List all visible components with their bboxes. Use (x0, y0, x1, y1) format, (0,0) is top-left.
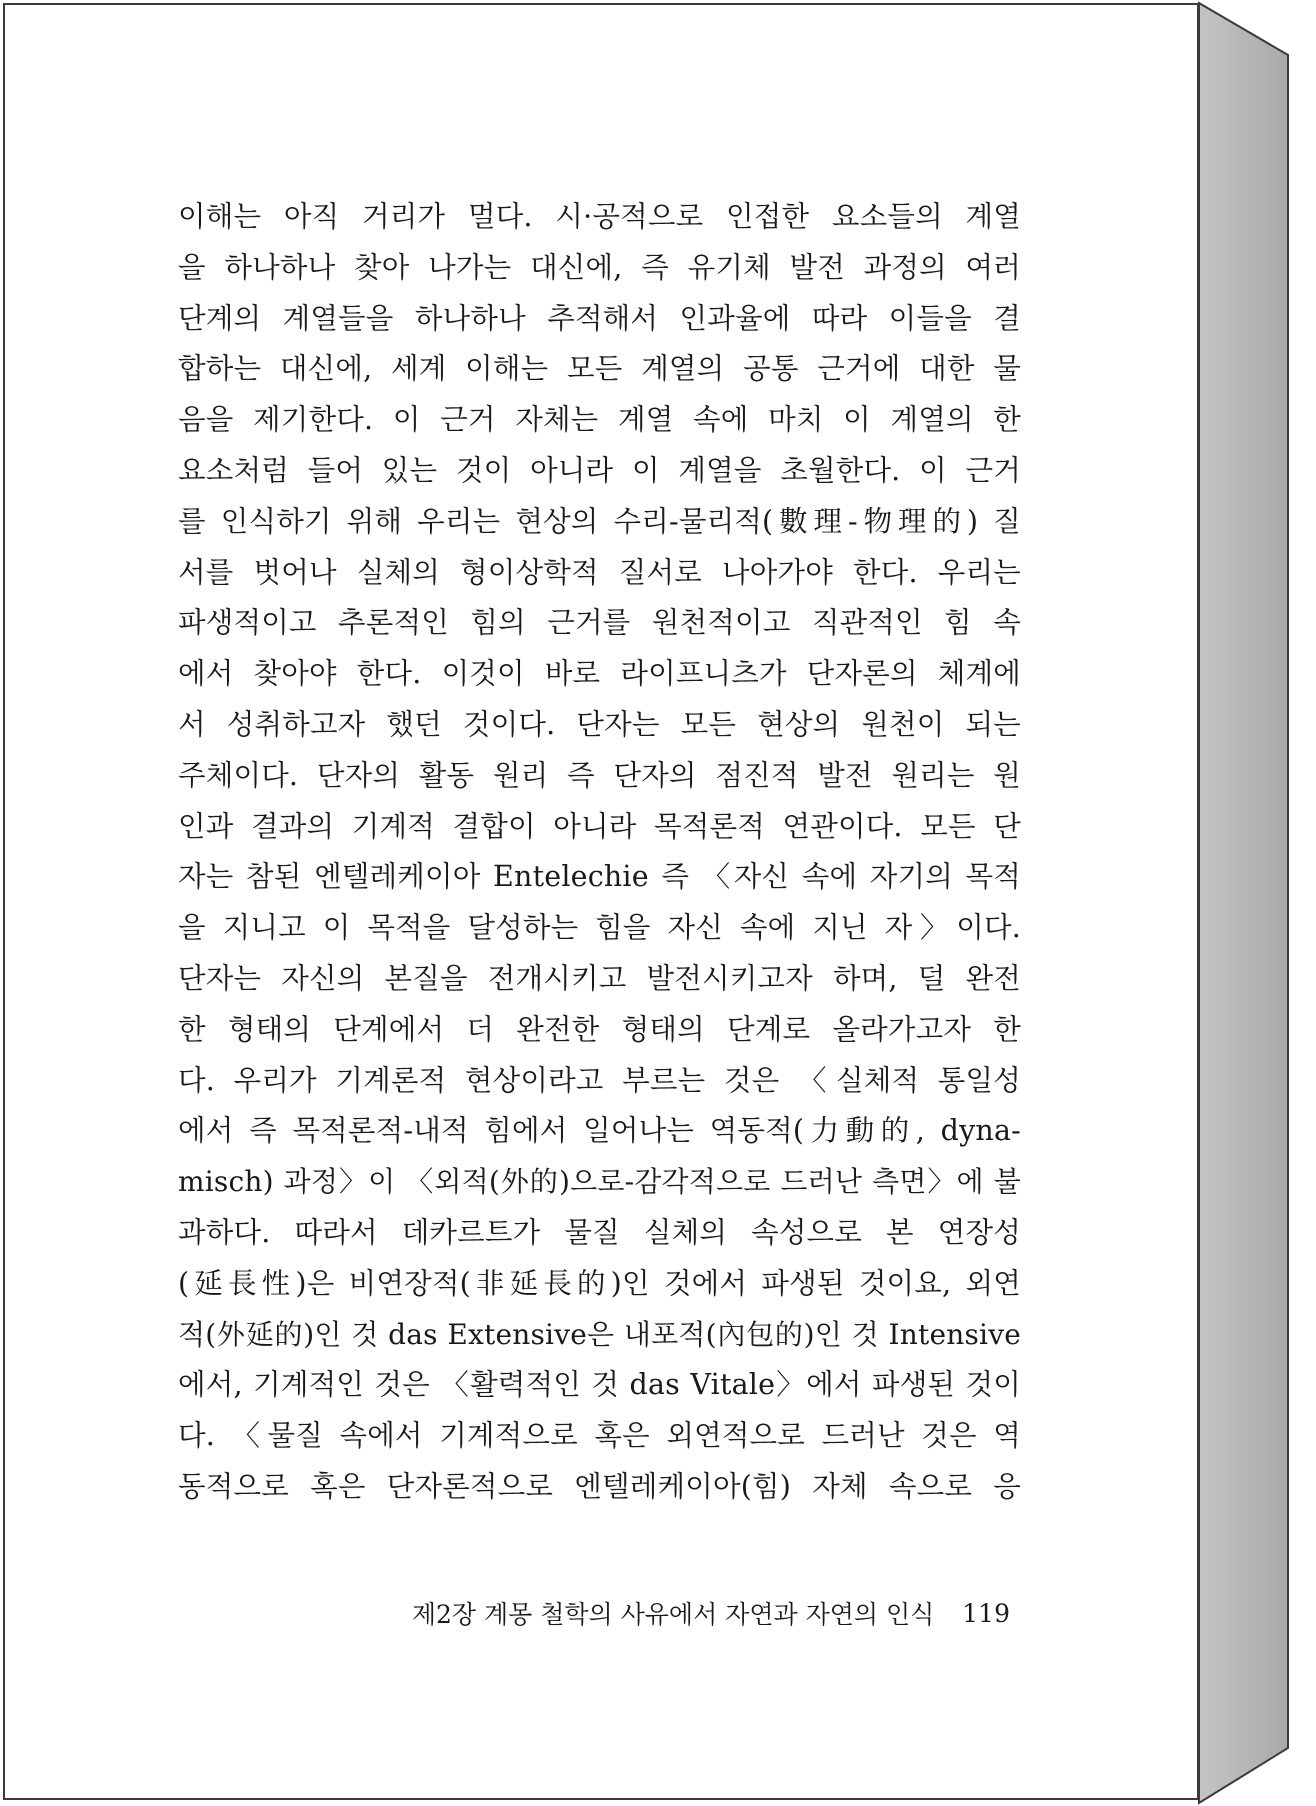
text-line: 과하다. 따라서 데카르트가 물질 실체의 속성으로 본 연장성 (178, 1215, 1021, 1249)
text-line: 을 하나하나 찾아 나가는 대신에, 즉 유기체 발전 과정의 여러 (178, 250, 1021, 284)
text-line: 에서 찾아야 한다. 이것이 바로 라이프니츠가 단자론의 체계에 (178, 657, 1021, 691)
text-line: (延長性)은 비연장적(非延長的)인 것에서 파생된 것이요, 외연 (178, 1266, 1021, 1300)
text-line: 다. 〈물질 속에서 기계적으로 혹은 외연적으로 드러난 것은 역 (178, 1419, 1021, 1453)
text-line: 자는 참된 엔텔레케이아 Entelechie 즉 〈자신 속에 자기의 목적 (178, 860, 1021, 894)
text-line: 주체이다. 단자의 활동 원리 즉 단자의 점진적 발전 원리는 원 (178, 758, 1021, 792)
text-line: 음을 제기한다. 이 근거 자체는 계열 속에 마치 이 계열의 한 (178, 403, 1021, 437)
text-line: 합하는 대신에, 세계 이해는 모든 계열의 공통 근거에 대한 물 (178, 352, 1021, 386)
text-line: misch) 과정〉이 〈외적(外的)으로-감각적으로 드러난 측면〉에 불 (178, 1165, 1021, 1199)
text-line: 적(外延的)인 것 das Extensive은 내포적(內包的)인 것 Intensive (178, 1317, 1021, 1351)
text-line: 를 인식하기 위해 우리는 현상의 수리-물리적(數理-物理的) 질 (178, 504, 1021, 538)
text-line: 요소처럼 들어 있는 것이 아니라 이 계열을 초월한다. 이 근거 (178, 453, 1021, 487)
running-head: 제2장 계몽 철학의 사유에서 자연과 자연의 인식 (411, 1600, 935, 1629)
text-line: 다. 우리가 기계론적 현상이라고 부르는 것은 〈실체적 통일성 (178, 1063, 1021, 1097)
text-line: 서를 벗어나 실체의 형이상학적 질서로 나아가야 한다. 우리는 (178, 555, 1021, 589)
text-line: 을 지니고 이 목적을 달성하는 힘을 자신 속에 지닌 자〉이다. (178, 911, 1021, 945)
text-line: 서 성취하고자 했던 것이다. 단자는 모든 현상의 원천이 되는 (178, 707, 1021, 741)
body-text (178, 192, 1021, 1513)
text-line: 에서 즉 목적론적-내적 힘에서 일어나는 역동적(力動的, dyna- (178, 1114, 1021, 1148)
book-edge-shape (1199, 3, 1288, 1803)
text-line: 에서, 기계적인 것은 〈활력적인 것 das Vitale〉에서 파생된 것이 (178, 1368, 1021, 1402)
text-line: 인과 결과의 기계적 결합이 아니라 목적론적 연관이다. 모든 단 (178, 809, 1021, 843)
text-line: 이해는 아직 거리가 멀다. 시·공적으로 인접한 요소들의 계열 (178, 200, 1021, 233)
text-line: 단계의 계열들을 하나하나 추적해서 인과율에 따라 이들을 결 (178, 301, 1021, 335)
text-line: 파생적이고 추론적인 힘의 근거를 원천적이고 직관적인 힘 속 (178, 606, 1021, 640)
page-number: 119 (962, 1598, 1010, 1628)
text-line: 한 형태의 단계에서 더 완전한 형태의 단계로 올라가고자 한 (178, 1012, 1021, 1046)
text-line: 동적으로 혹은 단자론적으로 엔텔레케이아(힘) 자체 속으로 응 (178, 1469, 1021, 1503)
text-line: 단자는 자신의 본질을 전개시키고 발전시키고자 하며, 덜 완전 (178, 961, 1021, 995)
page-footer (370, 1588, 1010, 1638)
